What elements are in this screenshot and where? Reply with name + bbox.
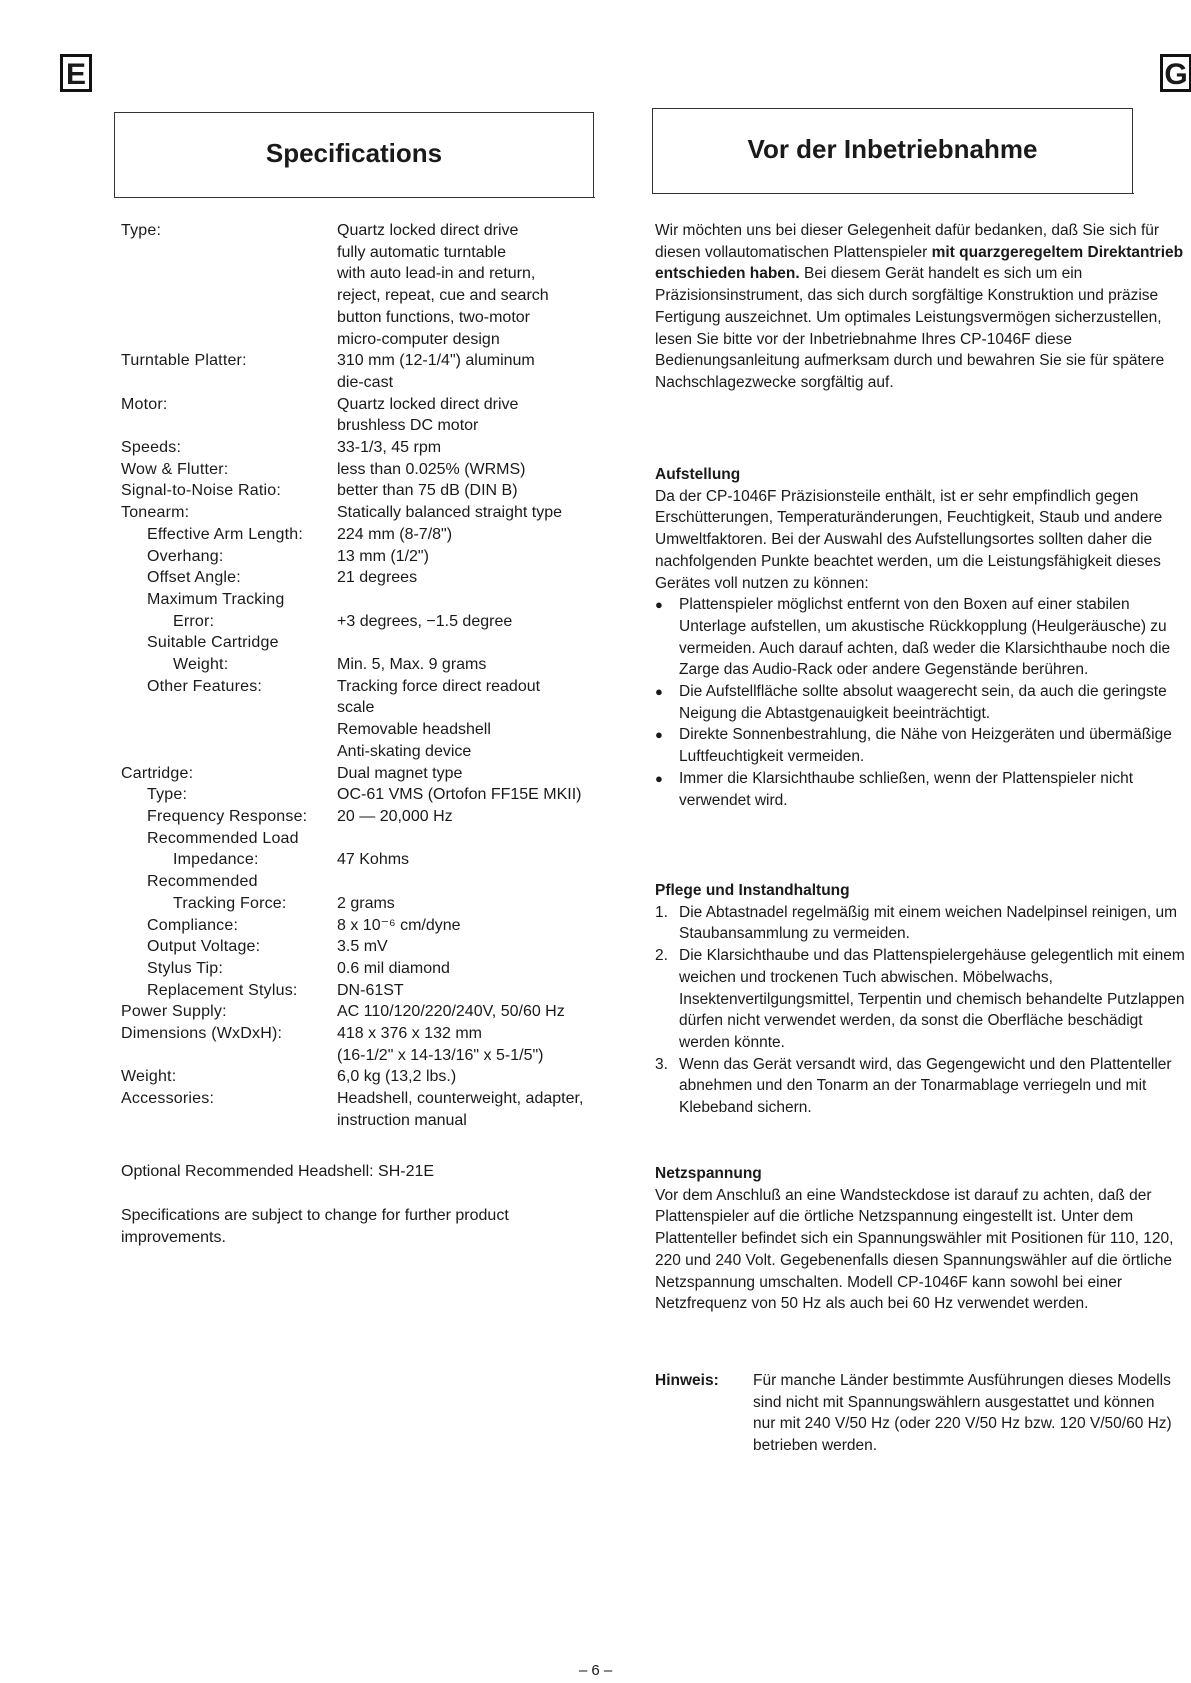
spec-value [337, 1066, 641, 1088]
spec-value-line: Quartz locked direct drive [337, 222, 519, 239]
spec-value-line: reject, repeat, cue and search [337, 287, 549, 305]
spec-row [121, 350, 641, 393]
spec-label: Accessories: [121, 1090, 215, 1108]
spec-value-line: 418 x 376 x 132 mm [337, 1025, 482, 1043]
spec-value [337, 1088, 641, 1131]
spec-label: Recommended [147, 873, 258, 891]
spec-value-line: brushless DC motor [337, 417, 479, 435]
spec-label: Dimensions (WxDxH): [121, 1025, 283, 1043]
spec-label: Turntable Platter: [121, 352, 247, 370]
spec-value [337, 784, 641, 806]
aufstellung-bullet: ● Direkte Sonnenbestrahlung, die Nähe von Heizgeräten und übermäßige Luftfeuchtigkeit vermeiden. [655, 724, 1191, 767]
spec-row [121, 589, 641, 611]
spec-row [121, 784, 641, 806]
spec-row [121, 1088, 641, 1131]
spec-value [337, 437, 641, 459]
spec-label: Recommended Load [147, 829, 299, 847]
spec-value [337, 480, 641, 502]
spec-label: Type: [121, 222, 162, 239]
spec-label: Impedance: [173, 851, 259, 869]
pflege-item-number: 1. [655, 903, 668, 921]
spec-value [337, 849, 641, 871]
spec-value [337, 806, 641, 828]
spec-row [121, 611, 641, 633]
spec-label: Maximum Tracking [147, 590, 285, 608]
hinweis-label: Hinweis: [655, 1372, 719, 1389]
german-intro [655, 220, 1191, 394]
spec-label: Signal-to-Noise Ratio: [121, 482, 282, 500]
pflege-item-text: Die Abtastnadel regelmäßig mit einem weichen Nadelpinsel reinigen, um Staubansammlung zu vermeiden. [679, 903, 1177, 943]
spec-value [337, 654, 641, 676]
spec-row [121, 480, 641, 502]
spec-value-line: 3.5 mV [337, 938, 388, 956]
optional-headshell-note: Optional Recommended Headshell: SH-21E [121, 1163, 435, 1180]
spec-value-line [337, 632, 641, 654]
aufstellung-bullet-list [655, 594, 1191, 811]
intro-text-2: Bei diesem Gerät handelt es sich um ein Präzisionsinstrument, das sich durch sorgfältige Konstruktion und präzise Fertigung auszeichnet. Um optimales Leistungsvermögen sicherzustellen, lesen Sie bitte vor der Inbetriebnahme Ihres CP-1046F diese Bedienungsanleitung aufmerksam durch und bewahren Sie sie für spätere Nachschlagezwecke sorgfältig auf. [655, 265, 1165, 391]
spec-value [337, 546, 641, 568]
spec-row [121, 893, 641, 915]
spec-value-line [337, 589, 641, 611]
spec-label: Weight: [173, 656, 229, 674]
spec-value-line: better than 75 dB (DIN B) [337, 482, 518, 500]
spec-value-line: micro-computer design [337, 330, 500, 348]
spec-label: Overhang: [147, 547, 224, 565]
spec-row [121, 1023, 641, 1066]
spec-label: Motor: [121, 395, 168, 413]
spec-value [337, 958, 641, 980]
hinweis-text: Für manche Länder bestimmte Ausführungen dieses Modells sind nicht mit Spannungswählern ausgestattet und können nur mit 240 V/50 Hz (oder 220 V/50 Hz bzw. 120 V/50/60 Hz) betrieben werden. [753, 1372, 1172, 1455]
spec-value [337, 871, 641, 893]
spec-value-line: 20 — 20,000 Hz [337, 807, 453, 825]
spec-value-line [337, 871, 641, 893]
intro-bold-text: mit quarzgeregeltem Direktantrieb entschieden haben. [655, 243, 1184, 283]
spec-value-line: Removable headshell [337, 721, 491, 739]
spec-value-line: instruction manual [337, 1111, 467, 1129]
spec-value [337, 350, 641, 393]
spec-value-line: 47 Kohms [337, 851, 410, 869]
spec-row [121, 980, 641, 1002]
spec-value-line: die-cast [337, 373, 394, 391]
specifications-title: Specifications [114, 112, 594, 198]
spec-value-line: Quartz locked direct drive [337, 395, 519, 413]
spec-label: Offset Angle: [147, 569, 241, 587]
pflege-heading: Pflege und Instandhaltung [655, 882, 850, 899]
hinweis-note [655, 1370, 1175, 1457]
spec-value-line: Min. 5, Max. 9 grams [337, 656, 487, 674]
spec-value-line: 0.6 mil diamond [337, 959, 450, 977]
spec-value-line: AC 110/120/220/240V, 50/60 Hz [337, 1003, 565, 1021]
spec-value-line: 13 mm (1/2") [337, 547, 429, 565]
spec-row [121, 437, 641, 459]
spec-row [121, 459, 641, 481]
spec-value-line: 224 mm (8-7/8") [337, 525, 453, 543]
spec-value [337, 763, 641, 785]
spec-row [121, 632, 641, 654]
spec-value [337, 893, 641, 915]
language-badge-english: E [60, 54, 92, 92]
pflege-item [655, 945, 1191, 1054]
spec-value [337, 1023, 641, 1066]
spec-label: Weight: [121, 1068, 177, 1086]
spec-label: Tracking Force: [173, 894, 287, 912]
spec-value [337, 1001, 641, 1023]
spec-value-line: 2 grams [337, 894, 395, 912]
spec-row [121, 828, 641, 850]
spec-value [337, 676, 641, 763]
spec-value-line: (16-1/2" x 14-13/16" x 5-1/5") [337, 1046, 544, 1064]
spec-row [121, 936, 641, 958]
aufstellung-bullet: ● Die Aufstellfläche sollte absolut waagerecht sein, da auch die geringste Neigung die Abtastgenauigkeit beeinträchtigt. [655, 681, 1191, 724]
spec-label: Effective Arm Length: [147, 525, 303, 543]
aufstellung-heading: Aufstellung [655, 466, 741, 483]
language-badge-german: G [1160, 54, 1191, 92]
spec-row [121, 915, 641, 937]
intro-text-1: Wir möchten uns bei dieser Gelegenheit dafür bedanken, daß Sie sich für diesen vollautomatischen Plattenspieler [655, 222, 1160, 261]
spec-value-line: Tracking force direct readout [337, 677, 541, 695]
specifications-table [121, 220, 641, 1132]
spec-label: Stylus Tip: [147, 959, 224, 977]
pflege-item-text: Wenn das Gerät versandt wird, das Gegengewicht und den Plattenteller abnehmen und den Tonarm an der Tonarmablage verriegeln und mit Klebeband sichern. [679, 1055, 1172, 1117]
aufstellung-bullet: ● Immer die Klarsichthaube schließen, wenn der Plattenspieler nicht verwendet wird. [655, 768, 1191, 811]
spec-value-line: 6,0 kg (13,2 lbs.) [337, 1068, 457, 1086]
spec-row [121, 871, 641, 893]
aufstellung-bullet: ● Plattenspieler möglichst entfernt von den Boxen auf einer stabilen Unterlage aufstellen, um akustische Rückkopplung (Heulgeräusche) zu vermeiden. Auch darauf achten, daß weder die Klarsichthaube noch die Zarge das Audio-Rack oder andere Gegenstände berühren. [655, 594, 1191, 681]
spec-label: Speeds: [121, 439, 182, 457]
spec-value-line: DN-61ST [337, 981, 404, 999]
spec-row [121, 567, 641, 589]
spec-value-line [337, 828, 641, 850]
spec-value [337, 524, 641, 546]
spec-label: Output Voltage: [147, 938, 261, 956]
spec-value-line: +3 degrees, −1.5 degree [337, 612, 513, 630]
spec-row [121, 806, 641, 828]
pflege-section [655, 880, 1191, 1119]
spec-row [121, 1066, 641, 1088]
spec-value [337, 936, 641, 958]
spec-value-line: Dual magnet type [337, 764, 463, 782]
spec-row [121, 220, 641, 350]
aufstellung-section [655, 464, 1191, 811]
spec-row [121, 524, 641, 546]
spec-value [337, 828, 641, 850]
spec-value-line: fully automatic turntable [337, 243, 506, 261]
spec-value-line: Anti-skating device [337, 742, 472, 760]
spec-label: Power Supply: [121, 1003, 227, 1021]
spec-row [121, 546, 641, 568]
spec-row [121, 502, 641, 524]
spec-label: Suitable Cartridge [147, 634, 279, 652]
spec-value [337, 502, 641, 524]
pflege-item-number: 3. [655, 1055, 668, 1073]
german-section-title: Vor der Inbetriebnahme [652, 108, 1133, 194]
spec-row [121, 394, 641, 437]
spec-value-line: 33-1/3, 45 rpm [337, 439, 442, 457]
spec-label: Type: [147, 786, 188, 804]
spec-row [121, 654, 641, 676]
spec-value-line: 8 x 10⁻⁶ cm/dyne [337, 916, 461, 934]
spec-row [121, 1001, 641, 1023]
spec-row [121, 763, 641, 785]
spec-value-line: button functions, two-motor [337, 308, 530, 326]
spec-value-line: Statically balanced straight type [337, 504, 563, 522]
netzspannung-text: Vor dem Anschluß an eine Wandsteckdose ist darauf zu achten, daß der Plattenspieler auf die örtliche Netzspannung eingestellt ist. Unter dem Plattenteller befindet sich ein Spannungswähler mit Positionen für 110, 120, 220 und 240 Volt. Gegebenenfalls diesen Spannungswähler auf die örtliche Netzspannung umschalten. Modell CP-1046F kann sowohl bei einer Netzfrequenz von 50 Hz als auch bei 60 Hz verwendet werden. [655, 1186, 1174, 1313]
netzspannung-section [655, 1163, 1191, 1315]
spec-value [337, 915, 641, 937]
specs-disclaimer: Specifications are subject to change for further product improvements. [121, 1207, 509, 1246]
spec-value-line: OC-61 VMS (Ortofon FF15E MKII) [337, 786, 582, 804]
netzspannung-heading: Netzspannung [655, 1165, 762, 1182]
pflege-numbered-list [655, 902, 1191, 1119]
aufstellung-text: Da der CP-1046F Präzisionsteile enthält, ist er sehr empfindlich gegen Erschütterungen, Temperaturänderungen, Feuchtigkeit, Staub und andere Umweltfaktoren. Bei der Auswahl des Aufstellungsortes sollten daher die nachfolgenden Punkte beachtet werden, um die Leistungsfähigkeit dieses Gerätes voll nutzen zu können: [655, 487, 1163, 592]
spec-value-line: less than 0.025% (WRMS) [337, 460, 526, 478]
spec-value-line: scale [337, 699, 375, 717]
spec-value [337, 459, 641, 481]
pflege-item-text: Die Klarsichthaube und das Plattenspielergehäuse gelegentlich mit einem weichen und trockenen Tuch abwischen. Möbelwachs, Insektenvertilgungsmittel, Terpentin und chemisch behandelte Putzlappen dürfen nicht verwendet werden, da sonst die Oberfläche beschädigt werden könnte. [679, 947, 1185, 1051]
spec-label: Frequency Response: [147, 807, 308, 825]
spec-value [337, 611, 641, 633]
spec-value [337, 394, 641, 437]
spec-label: Wow & Flutter: [121, 460, 229, 478]
spec-row [121, 849, 641, 871]
spec-label: Compliance: [147, 916, 239, 934]
spec-value [337, 632, 641, 654]
spec-label: Tonearm: [121, 504, 190, 522]
pflege-item [655, 902, 1191, 945]
spec-value [337, 980, 641, 1002]
spec-value [337, 567, 641, 589]
spec-label: Other Features: [147, 677, 263, 695]
spec-value-line: 21 degrees [337, 569, 418, 587]
spec-label: Error: [173, 612, 215, 630]
spec-value-line: 310 mm (12-1/4") aluminum [337, 352, 535, 370]
spec-row [121, 958, 641, 980]
spec-row [121, 676, 641, 763]
pflege-item [655, 1054, 1191, 1119]
spec-value-line: with auto lead-in and return, [337, 265, 536, 283]
spec-value [337, 589, 641, 611]
spec-value [337, 220, 641, 350]
spec-label: Replacement Stylus: [147, 981, 298, 999]
spec-label: Cartridge: [121, 764, 194, 782]
spec-value-line: Headshell, counterweight, adapter, [337, 1090, 584, 1108]
page-number: – 6 – [578, 1662, 613, 1679]
pflege-item-number: 2. [655, 947, 668, 965]
